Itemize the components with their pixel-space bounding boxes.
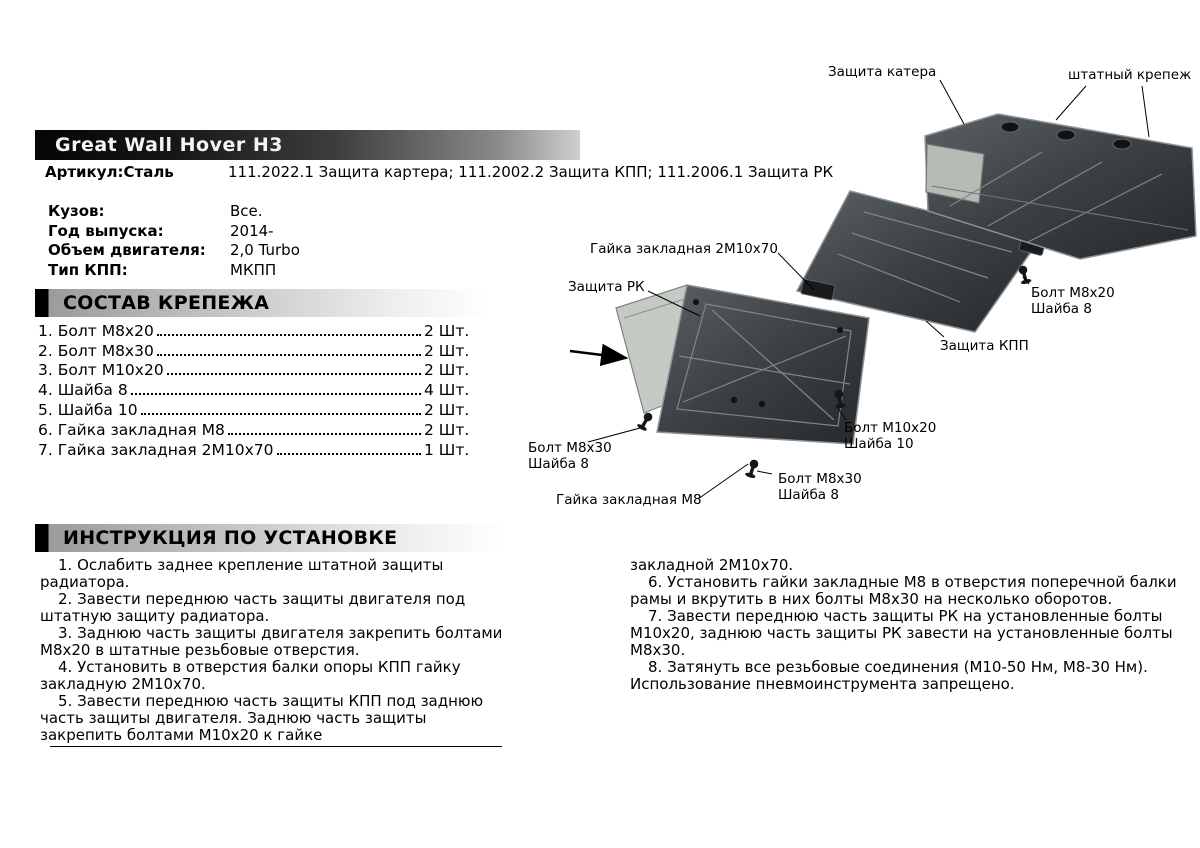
spec-label: Год выпуска: [48,221,164,240]
callout-line1: Болт М8х30 [528,440,612,456]
fastener-name: 6. Гайка закладная М8 [38,420,225,439]
callout-gaika-m8: Гайка закладная М8 [556,492,702,508]
fasteners-section-header [35,289,490,317]
instruction-step: 5. Завести переднюю часть защиты КПП под заднюю часть защиты двигателя. Заднюю часть защиты закрепить болтами М10х20 к гайке [40,692,484,744]
instruction-step: 3. Заднюю часть защиты двигателя закрепить болтами М8х20 в штатные резьбовые отверстия. [40,624,503,659]
fastener-qty: 2 Шт. [424,400,470,419]
insert-direction-arrow-icon [570,351,626,358]
divider-rule [50,746,502,747]
callout-line2: Шайба 8 [528,455,589,472]
spec-value: 2014- [230,221,274,240]
callout-shtatny-krepezh: штатный крепеж [1068,67,1192,83]
instruction-continuation: закладной 2М10х70. [630,556,794,574]
instructions-section-header [35,524,505,552]
assembly-diagram [520,40,1200,520]
fasteners-list [38,320,476,459]
stock-mount-hole [1057,130,1075,140]
fasteners-title: СОСТАВ КРЕПЕЖА [63,292,270,314]
callout-gaika-2m10x70: Гайка закладная 2М10х70 [590,241,778,257]
instruction-step: 7. Завести переднюю часть защиты РК на установленные болты М10х20, заднюю часть защиты РК завести на установленные болты М8х30. [630,607,1173,659]
instruction-step: 2. Завести переднюю часть защиты двигателя под штатную защиту радиатора. [40,590,466,625]
spec-value: МКПП [230,260,277,279]
dot-leader [157,354,421,356]
fastener-name: 5. Шайба 10 [38,400,138,419]
spec-value: 2,0 Turbo [230,241,300,259]
fastener-name: 4. Шайба 8 [38,381,128,400]
instructions-title: ИНСТРУКЦИЯ ПО УСТАНОВКЕ [63,527,398,549]
callout-line2: Шайба 8 [1031,300,1092,317]
dot-leader [167,373,421,375]
article-value: 111.2022.1 Защита картера; 111.2002.2 Защита КПП; 111.2006.1 Защита РК [228,163,834,181]
instruction-step: 8. Затянуть все резьбовые соединения (М10-50 Нм, М8-30 Нм). [648,658,1148,676]
fastener-name: 3. Болт М10х20 [38,361,164,380]
callout-zashchita-rk: Защита РК [568,279,645,295]
fastener-row [38,399,476,419]
callout-bolt-m8x20 [1031,286,1115,317]
callout-line2: Шайба 8 [778,486,839,503]
stock-mount-hole [1001,122,1019,132]
article-label: Артикул:Сталь [45,163,174,181]
callout-bolt-m8x30-left [528,441,612,472]
instructions-left-column [40,557,510,744]
fastener-row [38,379,476,399]
spec-row-year [48,222,300,242]
callout-line1: Болт М8х30 [778,471,862,487]
spec-table [48,202,300,280]
callout-line1: Болт М10х20 [844,420,937,436]
instruction-warning: Использование пневмоинструмента запрещено. [630,675,1015,693]
fastener-qty: 4 Шт. [424,381,470,400]
model-title: Great Wall Hover H3 [55,134,283,156]
spec-row-body [48,202,300,222]
instructions-right-column [630,557,1190,693]
spec-row-gearbox [48,261,300,281]
instruction-step: 1. Ослабить заднее крепление штатной защиты радиатора. [40,556,444,591]
dot-leader [131,393,421,395]
fastener-row [38,439,476,459]
spec-label: Кузов: [48,202,105,220]
callout-bolt-m10x20 [844,421,936,452]
model-title-band [35,130,580,160]
dot-leader [277,453,422,455]
callout-bolt-m8x30-bottom [778,472,862,503]
fastener-row [38,360,476,380]
dot-leader [141,413,421,415]
fastener-row [38,340,476,360]
engine-plate-inset-shape [926,144,984,203]
fastener-row [38,320,476,340]
instruction-step: 6. Установить гайки закладные М8 в отверстия поперечной балки рамы и вкрутить в них болты М8х30 на несколько оборотов. [630,573,1177,608]
callout-line2: Шайба 10 [844,435,914,452]
fastener-qty: 2 Шт. [424,361,470,380]
fastener-qty: 2 Шт. [424,341,470,360]
dot-leader [228,433,421,435]
fastener-row [38,419,476,439]
fastener-name: 2. Болт М8х30 [38,341,154,360]
fastener-qty: 2 Шт. [424,321,470,340]
fastener-qty: 2 Шт. [424,420,470,439]
callout-zashchita-katera: Защита катера [828,64,937,80]
dot-leader [157,334,421,336]
spec-value: Все. [230,202,263,220]
fastener-name: 7. Гайка закладная 2М10х70 [38,440,274,459]
instruction-step: 4. Установить в отверстия балки опоры КПП гайку закладную 2М10х70. [40,658,461,693]
bolt-m8x30-bottom-icon [745,458,761,479]
callout-line1: Болт М8х20 [1031,285,1115,301]
callout-zashchita-kpp: Защита КПП [940,338,1029,354]
stock-mount-hole [1113,139,1131,149]
spec-label: Тип КПП: [48,260,128,279]
fastener-name: 1. Болт М8х20 [38,321,154,340]
spec-row-engine [48,241,300,261]
fastener-qty: 1 Шт. [424,440,470,459]
spec-label: Объем двигателя: [48,241,206,259]
